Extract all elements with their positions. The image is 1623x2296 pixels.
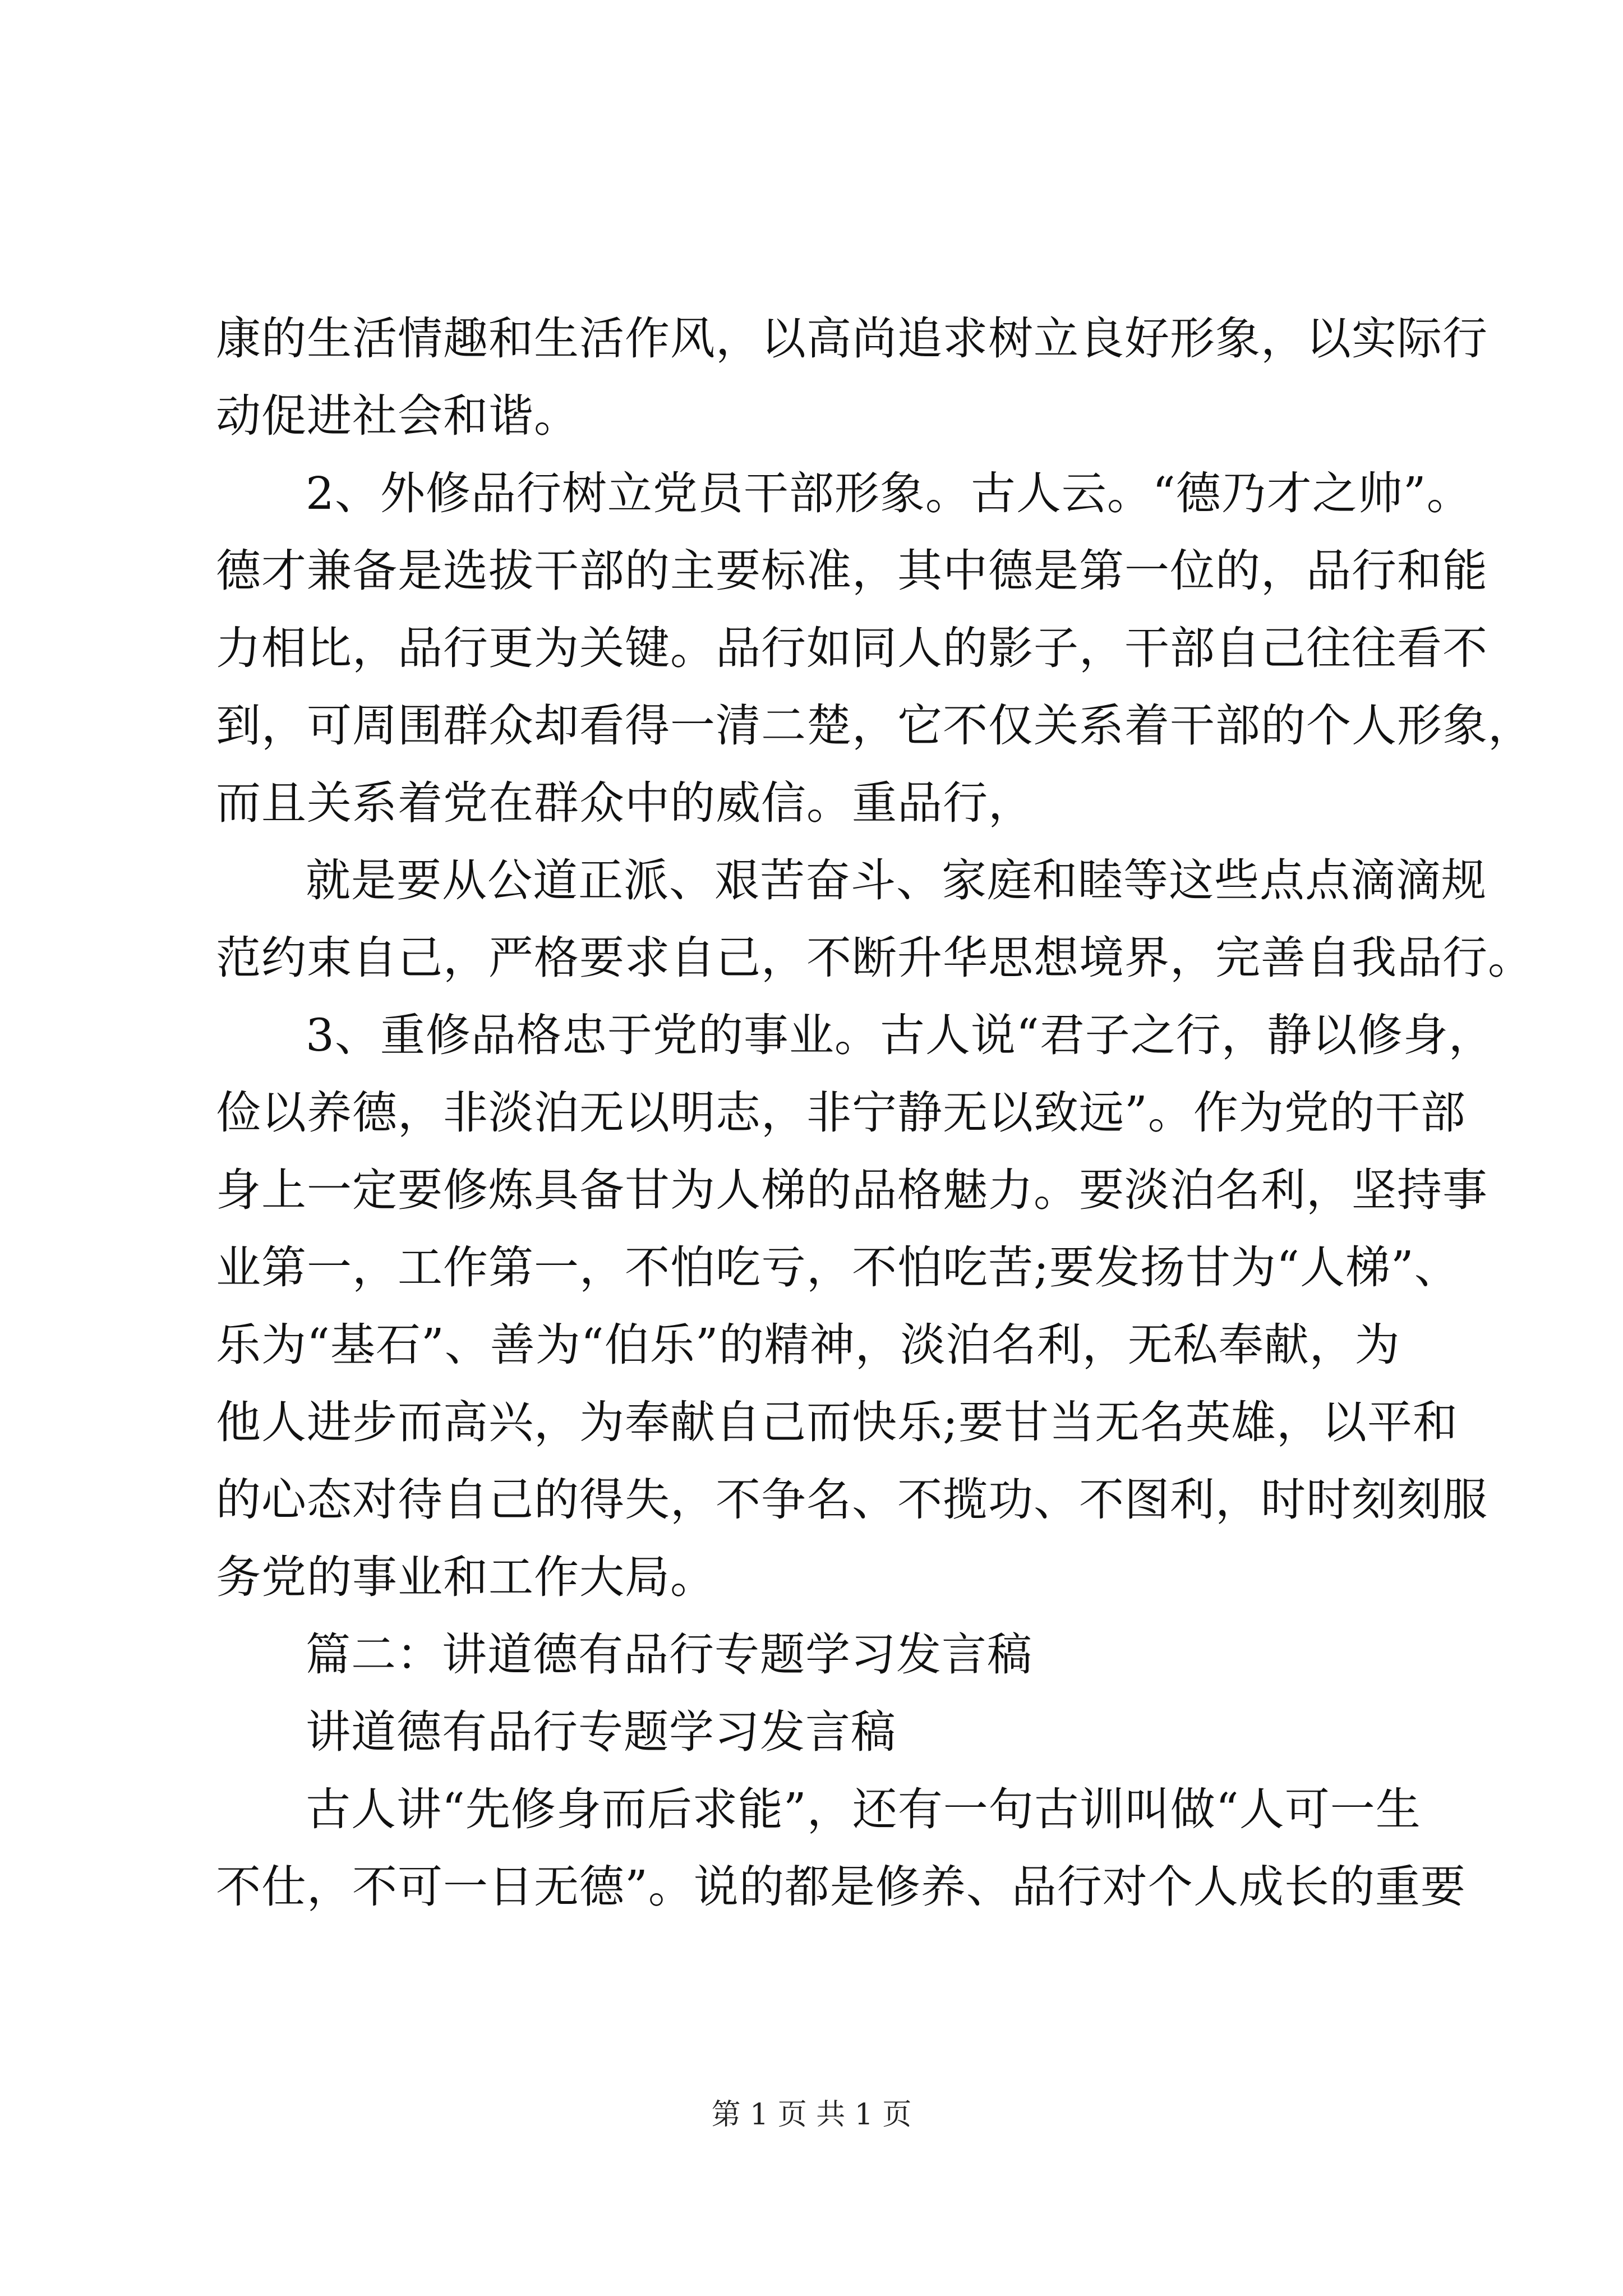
text-line: 而且关系着党在群众中的威信。重品行， <box>216 777 1034 829</box>
text-line: 古人讲“先修身而后求能”，还有一句古训叫做“人可一生 <box>306 1783 1421 1835</box>
text-line: 就是要从公道正派、艰苦奋斗、家庭和睦等这些点点滴滴规 <box>306 854 1487 907</box>
document-body <box>216 300 1533 1926</box>
text-line: 务党的事业和工作大局。 <box>216 1551 716 1603</box>
text-line: 3、重修品格忠于党的事业。古人说“君子之行，静以修身， <box>306 1009 1494 1061</box>
text-line: 2、外修品行树立党员干部形象。古人云。“德乃才之帅”。 <box>306 467 1472 519</box>
text-line: 康的生活情趣和生活作风，以高尚追求树立良好形象，以实际行 <box>216 312 1488 365</box>
text-line: 俭以养德，非淡泊无以明志，非宁静无以致远”。作为党的干部 <box>216 1087 1466 1139</box>
text-line: 他人进步而高兴，为奉献自己而快乐;要甘当无名英雄，以平和 <box>216 1396 1458 1448</box>
text-line: 范约束自己，严格要求自己，不断升华思想境界，完善自我品行。 <box>216 932 1533 984</box>
article-title: 讲道德有品行专题学习发言稿 <box>306 1706 896 1758</box>
text-line: 业第一，工作第一，不怕吃亏，不怕吃苦;要发扬甘为“人梯”、 <box>216 1241 1460 1294</box>
text-line: 不仕，不可一日无德”。说的都是修养、品行对个人成长的重要 <box>216 1861 1466 1913</box>
text-line: 身上一定要修炼具备甘为人梯的品格魅力。要淡泊名利，坚持事 <box>216 1164 1488 1216</box>
page-footer: 第 1 页 共 1 页 <box>711 2098 912 2132</box>
text-line: 到，可周围群众却看得一清二楚，它不仅关系着干部的个人形象， <box>216 700 1533 752</box>
text-line: 德才兼备是选拔干部的主要标准，其中德是第一位的，品行和能 <box>216 545 1488 597</box>
text-line: 的心态对待自己的得失，不争名、不揽功、不图利，时时刻刻服 <box>216 1474 1488 1526</box>
text-line: 乐为“基石”、善为“伯乐”的精神，淡泊名利，无私奉献，为 <box>216 1319 1400 1371</box>
text-line: 力相比，品行更为关键。品行如同人的影子，干部自己往往看不 <box>216 622 1488 674</box>
section-heading: 篇二：讲道德有品行专题学习发言稿 <box>306 1628 1032 1681</box>
text-line: 动促进社会和谐。 <box>216 390 579 442</box>
